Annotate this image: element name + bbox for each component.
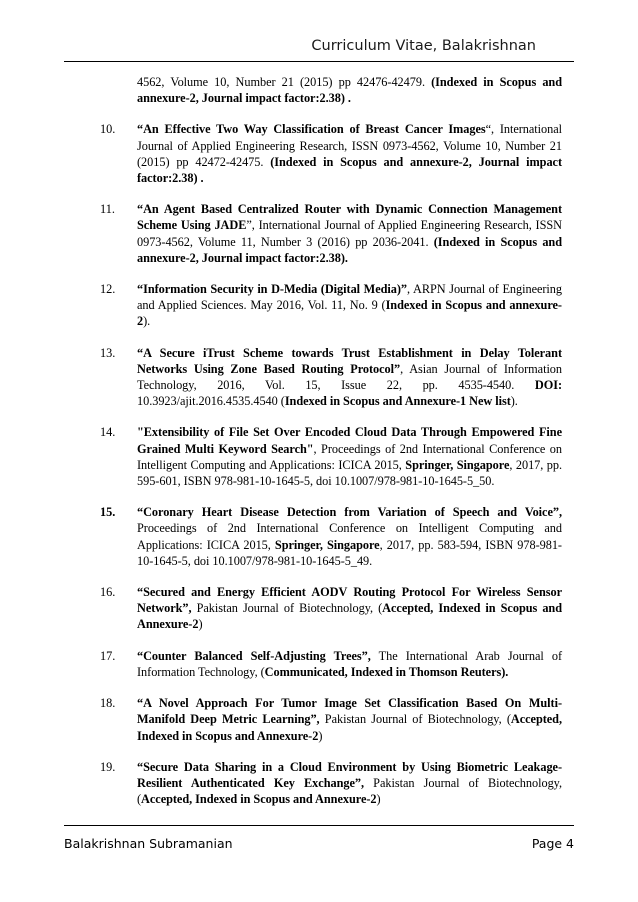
text: 4562, Volume 10, Number 21 (2015) pp 42476-42479. bbox=[137, 75, 432, 89]
text: Proceedings of 2nd International Conference on Intelligent Computing and Applications: ICICA 2015, bbox=[137, 521, 562, 552]
text: “, International Journal of Applied Engineering Research, ISSN 0973-4562, Volume 10, Number 21 (2015) pp 42472-42475. bbox=[137, 122, 562, 169]
publication-item bbox=[100, 759, 562, 808]
text-bold: Accepted, Indexed in Scopus and Annexure-2 bbox=[137, 712, 562, 743]
item-number: 13. bbox=[100, 345, 116, 360]
paper-title: “Secure Data Sharing in a Cloud Environment by Using Biometric Leakage-Resilient Authenticated Key Exchange”, bbox=[137, 759, 562, 790]
item-number: 10. bbox=[100, 122, 116, 137]
text: ”, International Journal of Applied Engineering Research, ISSN 0973-4562, Volume 11, Number 3 (2016) pp 2036-2041. bbox=[137, 218, 562, 249]
text: , Proceedings of 2nd International Conference on Intelligent Computing and Applications: ICICA 2015, bbox=[137, 441, 562, 472]
text-bold: DOI: bbox=[534, 378, 562, 393]
text-bold: (Indexed in Scopus and annexure-2, Journal impact factor:2.38) . bbox=[137, 154, 562, 186]
text: , ARPN Journal of Engineering and Applied Sciences. May 2016, Vol. 11, No. 9 ( bbox=[137, 282, 562, 313]
text: Pakistan Journal of Biotechnology, ( bbox=[137, 775, 562, 807]
item-number: 12. bbox=[100, 282, 116, 297]
paper-title: “Counter Balanced Self-Adjusting Trees”, bbox=[137, 648, 371, 663]
text-bold: Accepted, Indexed in Scopus and Annexure-2 bbox=[137, 601, 562, 632]
item-number: 18. bbox=[100, 696, 116, 711]
page-header-title: Curriculum Vitae, Balakrishnan bbox=[311, 38, 536, 54]
publication-list bbox=[100, 74, 563, 822]
paper-title: “An Agent Based Centralized Router with Dynamic Connection Management Scheme Using JADE bbox=[137, 202, 562, 233]
item-number: 17. bbox=[100, 648, 116, 663]
publication-item bbox=[100, 648, 562, 680]
publication-item bbox=[100, 121, 562, 186]
paper-title: “A Secure iTrust Scheme towards Trust Establishment in Delay Tolerant Networks Using Zone Based Routing Protocol” bbox=[137, 345, 562, 376]
text-bold: Springer, Singapore bbox=[405, 457, 510, 472]
text: ) bbox=[376, 792, 381, 807]
text-bold: (Indexed in Scopus and annexure-2, Journal impact factor:2.38). bbox=[137, 234, 562, 265]
footer-page-number: Page 4 bbox=[531, 836, 574, 851]
text: ). bbox=[510, 394, 518, 409]
text-bold: Communicated, Indexed in Thomson Reuters). bbox=[264, 664, 509, 679]
text: ) bbox=[318, 728, 323, 743]
text-bold: Accepted, Indexed in Scopus and Annexure-2 bbox=[141, 792, 377, 807]
text: 10.3923/ajit.2016.4535.4540 ( bbox=[137, 394, 285, 409]
text: Pakistan Journal of Biotechnology, ( bbox=[319, 712, 511, 727]
item-number: 16. bbox=[100, 585, 116, 600]
paper-title: “Information Security in D-Media (Digital Media)” bbox=[137, 282, 408, 297]
footer-author-name: Balakrishnan Subramanian bbox=[64, 836, 233, 851]
publication-continuation bbox=[125, 74, 562, 106]
text-bold: Springer, Singapore bbox=[274, 537, 380, 552]
text: , 2017, pp. 583-594, ISBN 978-981-10-1645-5, doi 10.1007/978-981-10-1645-5_49. bbox=[137, 537, 562, 568]
publication-item bbox=[100, 504, 562, 569]
publication-item bbox=[100, 345, 563, 410]
paper-title: “Secured and Energy Efficient AODV Routing Protocol For Wireless Sensor Network”, bbox=[137, 585, 562, 616]
text: The International Arab Journal of Information Technology, ( bbox=[137, 648, 562, 679]
footer-divider bbox=[64, 825, 574, 826]
item-number: 14. bbox=[100, 425, 116, 440]
paper-title: “A Novel Approach For Tumor Image Set Classification Based On Multi-Manifold Deep Metric Learning”, bbox=[137, 696, 562, 727]
text-bold: (Indexed in Scopus and annexure-2, Journal impact factor:2.38) . bbox=[137, 75, 562, 106]
text-bold: Indexed in Scopus and annexure-2 bbox=[137, 298, 562, 329]
text: , 2017, pp. 595-601, ISBN 978-981-10-1645-5, doi 10.1007/978-981-10-1645-5_50. bbox=[137, 457, 562, 489]
item-number: 11. bbox=[100, 202, 115, 217]
header-divider bbox=[64, 61, 574, 62]
publication-item bbox=[100, 695, 562, 744]
text: ) bbox=[198, 617, 203, 632]
text: Pakistan Journal of Biotechnology, ( bbox=[191, 601, 383, 616]
paper-title: “An Effective Two Way Classification of Breast Cancer Images bbox=[137, 122, 486, 137]
publication-item bbox=[100, 201, 562, 266]
paper-title: “Coronary Heart Disease Detection from Variation of Speech and Voice”, bbox=[137, 505, 562, 520]
text: ). bbox=[143, 314, 151, 329]
item-number: 15. bbox=[100, 505, 116, 520]
paper-title: "Extensibility of File Set Over Encoded Cloud Data Through Empowered Fine Grained Multi Keyword Search" bbox=[137, 425, 562, 456]
item-number: 19. bbox=[100, 759, 116, 774]
text-bold: Indexed in Scopus and Annexure-1 New list bbox=[284, 394, 511, 409]
publication-item bbox=[100, 584, 562, 633]
publication-item bbox=[100, 281, 562, 330]
publication-item bbox=[100, 424, 562, 489]
text: , Asian Journal of Information Technology, 2016, Vol. 15, Issue 22, pp. 4535-4540. bbox=[137, 361, 563, 393]
